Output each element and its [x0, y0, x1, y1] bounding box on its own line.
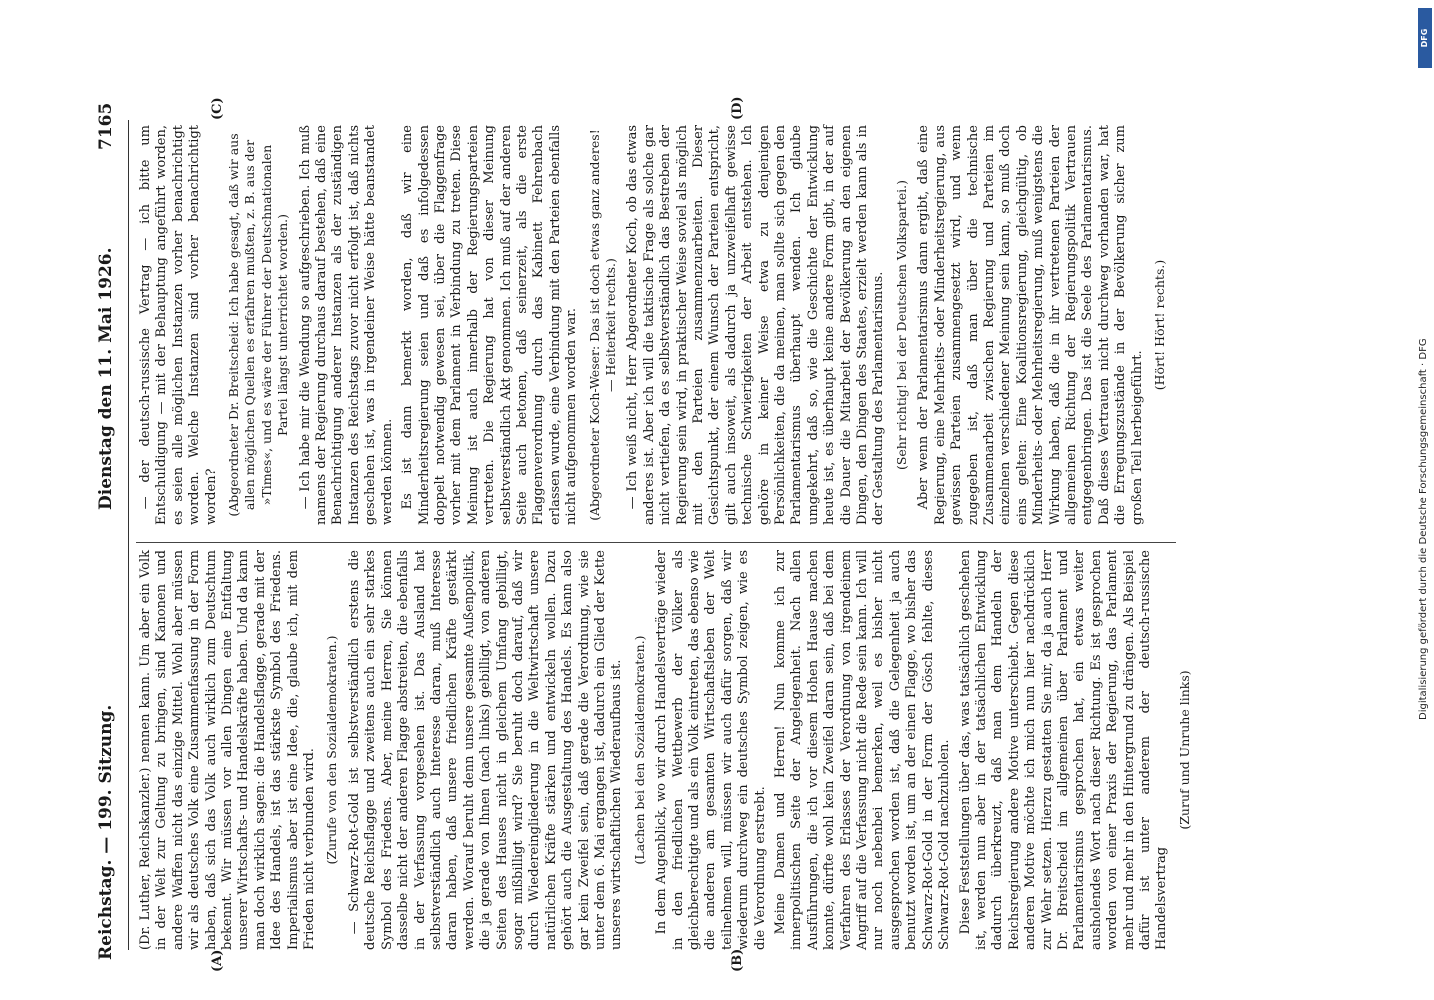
- dfg-logo-text: DFG: [1420, 28, 1429, 48]
- interjection: (Lachen bei den Sozialdemokraten.): [631, 635, 647, 865]
- interjection: (Abgeordneter Koch-Weser: Das ist doch etwas ganz anderes! — Heiterkeit rechts.): [586, 129, 618, 521]
- paragraph: Es ist dann bemerkt worden, daß wir eine Minderheitsregierung seien und daß es infolgedessen doppelt notwendig gewesen sei, über die Flaggenfrage vorher mit dem Parlament in Verbindung zu treten. Diese Meinung ist auch innerhalb der Regierungsparteien vertreten. Die Regierung hat von dieser Meinung selbstverständlich Akt genommen. Ich muß auf der anderen Seite auch betonen, daß seinerzeit, als die erste Flaggenverordnung durch das Kabinett Fehrenbach erlassen wurde, eine Verbindung mit den Parteien ebenfalls nicht aufgenommen worden war.: [400, 125, 580, 525]
- paragraph: (Dr. Luther, Reichskanzler.) nennen kann. Um aber ein Volk in der Welt zur Geltung zu bringen, sind Kanonen und andere Waffen nicht das einzige Mittel. Wohl aber müssen wir als deutsches Volk eine Zusammenfassung in der Form haben, daß sich das Volk auch wirklich zum Deutschtum bekennt. Wir müssen vor allen Dingen eine Entfaltung unserer Wirtschafts- und Handelskräfte haben. Und da kann man doch wirklich sagen: die Handelsflagge, gerade mit der Idee des Handels, ist das stärkste Symbol des Friedens. Imperialismus aber ist eine Idee, die, glaube ich, mit dem Frieden nicht verbunden wird.: [138, 550, 318, 950]
- page-header: [90, 100, 130, 980]
- marker-a: (A): [210, 949, 225, 972]
- right-column: [138, 125, 1174, 525]
- paragraph: — Ich weiß nicht, Herr Abgeordneter Koch, ob das etwas anderes ist. Aber ich will die taktische Frage als solche gar nicht vertiefen, da es selbstverständlich das Bestreben der Regierung sein wird, in praktischer Weise soviel als möglich mit den Parteien zusammenzuarbeiten. Dieser Gesichtspunkt, der einem Wunsch der Parteien entspricht, gilt auch insoweit, als dadurch ja unzweifelhaft gewisse technische Schwierigkeiten der Arbeit entstehen. Ich gehöre in keiner Weise etwa zu denjenigen Persönlichkeiten, die da meinen, man sollte sich gegen den Parlamentarismus überhaupt wenden. Ich glaube umgekehrt, daß so, wie die Geschichte der Entwicklung heute ist, es überhaupt keine andere Form gibt, in der auf die Dauer die Mitarbeit der Bevölkerung an den eigenen Dingen, den Dingen des Staates, erzielt werden kann als in der Gestaltung des Parlamentarismus.: [625, 125, 887, 525]
- interjection: (Abgeordneter Dr. Breitscheid: Ich habe gesagt, daß wir aus allen möglichen Quellen es erfahren mußten, z. B. aus der »Times«, und es wäre der Führer der Deutschnationalen Partei längst unterrichtet worden.): [226, 133, 291, 517]
- left-column: [138, 550, 1199, 950]
- header-left: Reichstag. — 199. Sitzung.: [96, 704, 116, 960]
- digitization-note: [1418, 80, 1434, 720]
- interjection: (Zurufe von den Sozialdemokraten.): [324, 635, 340, 865]
- rotated-page: [90, 96, 1210, 980]
- scanned-page-area: [90, 96, 1192, 980]
- paragraph: Aber wenn der Parlamentarismus dann ergibt, daß eine Regierung, eine Mehrheits- oder Minderheitsregierung, aus gewissen Parteien zusammengesetzt wird, und wenn zugegeben ist, daß man über die technische Zusammenarbeit zwischen Regierung und Parteien im einzelnen verschiedener Meinung sein kann, so muß doch eins gelten: Eine Koalitionsregierung, gleichgültig, ob Minderheits- oder Mehrheitsregierung, muß wenigstens die Wirkung haben, daß die in ihr vertretenen Parteien der allgemeinen Richtung der Regierungspolitik Vertrauen entgegenbringen. Das ist die Seele des Parlamentarismus. Daß dieses Vertrauen nicht durchweg vorhanden war, hat die Erregungszustände in der Bevölkerung sicher zum großen Teil herbeigeführt.: [916, 125, 1145, 525]
- paragraph: — Schwarz-Rot-Gold ist selbstverständlich erstens die deutsche Reichsflagge und zweitens auch ein sehr starkes Symbol des Friedens. Aber, meine Herren, Sie können dasselbe nicht der anderen Flagge abstreiten, die ebenfalls in der Verfassung vorgesehen ist. Das Ausland hat selbstverständlich auch Interesse daran, muß Interesse daran haben, daß unsere friedlichen Kräfte gestärkt werden. Worauf beruht denn unsere gesamte Außenpolitik, die ja gerade von Ihnen (nach links) gebilligt, von anderen Seiten des Hauses nicht in gleichem Umfang gebilligt, sogar mißbilligt wird? Sie beruht doch darauf, daß wir durch Wiedereingliederung in die Weltwirtschaft unsere natürlichen Kräfte stärken und entwickeln wollen. Dazu gehört auch die Ausgestaltung des Handels. Es kann also gar kein Zweifel sein, daß gerade die Verordnung, wie sie unter dem 6. Mai ergangen ist, dadurch ein Glied der Kette unseres wirtschaftlichen Wiederaufbaus ist.: [346, 550, 625, 950]
- header-date: Dienstag den 11. Mai 1926.: [96, 247, 116, 510]
- marker-b: (B): [730, 948, 745, 972]
- interjection: (Sehr richtig! bei der Deutschen Volkspartei.): [893, 179, 909, 471]
- paragraph: Diese Feststellungen über das, was tatsächlich geschehen ist, werden nun aber in der tatsächlichen Entwicklung dadurch überkreuzt, daß man dem Handeln der Reichsregierung andere Motive unterschiebt. Gegen diese anderen Motive möchte ich mich nun hier nachdrücklich zur Wehr setzen. Hierzu gestatten Sie mir, da ja auch Herr Dr. Breitscheid im allgemeinen über Parlament und Parlamentarismus gesprochen hat, ein etwas weiter ausholendes Wort nach dieser Richtung. Es ist gesprochen worden von einer Praxis der Regierung, das Parlament mehr und mehr in den Hintergrund zu drängen. Als Beispiel dafür ist unter anderem der deutsch-russische Handelsvertrag: [957, 550, 1170, 950]
- paragraph: — Ich habe mir die Wendung so aufgeschrieben. Ich muß namens der Regierung durchaus darauf bestehen, daß eine Benachrichtigung anderer Instanzen als der zuständigen Instanzen des Reichstags zuvor nicht erfolgt ist, daß nichts geschehen ist, was in irgendeiner Weise hätte beanstandet werden können.: [297, 125, 395, 525]
- interjection: (Zuruf und Unruhe links): [1176, 670, 1192, 830]
- column-divider: [136, 542, 1176, 543]
- paragraph: In dem Augenblick, wo wir durch Handelsverträge wieder in den friedlichen Wettbewerb der Völker als gleichberechtigte und als ein Volk eintreten, das ebenso wie die anderen am gesamten Wirtschaftsleben der Welt teilnehmen will, müssen wir auch dafür sorgen, daß wir wiederum durchweg ein deutsches Symbol zeigen, wie es die Verordnung erstrebt.: [654, 550, 768, 950]
- dfg-logo: [1418, 8, 1432, 68]
- marker-d: (D): [730, 96, 745, 120]
- page-number: 7165: [96, 102, 116, 150]
- interjection: (Hört! Hört! rechts.): [1151, 259, 1167, 391]
- digitization-note-text: Digitalisierung gefördert durch die Deutsche Forschungsgemeinschaft · DFG: [1418, 338, 1429, 720]
- paragraph: Meine Damen und Herren! Nun komme ich zur innerpolitischen Seite der Angelegenheit. Nach allen Ausführungen, die ich vor diesem Hohen Hause machen konnte, dürfte wohl kein Zweifel daran sein, daß bei dem Verfahren des Erlasses der Verordnung von irgendeinem Angriff auf die Verfassung nicht die Rede sein kann. Ich will nur noch nebenbei bemerken, weil es bisher nicht ausgesprochen worden ist, daß die Gelegenheit ja auch benutzt worden ist, um an der einen Flagge, wo bisher das Schwarz-Rot-Gold in der Form der Gösch fehlte, dieses Schwarz-Rot-Gold nachzuholen.: [773, 550, 953, 950]
- marker-c: (C): [210, 97, 225, 120]
- header-rule: [128, 120, 129, 950]
- paragraph: — der deutsch-russische Vertrag — ich bitte um Entschuldigung — mit der Behauptung angeführt worden, es seien alle möglichen Instanzen vorher benachrichtigt worden. Welche Instanzen sind vorher benachrichtigt worden?: [138, 125, 219, 525]
